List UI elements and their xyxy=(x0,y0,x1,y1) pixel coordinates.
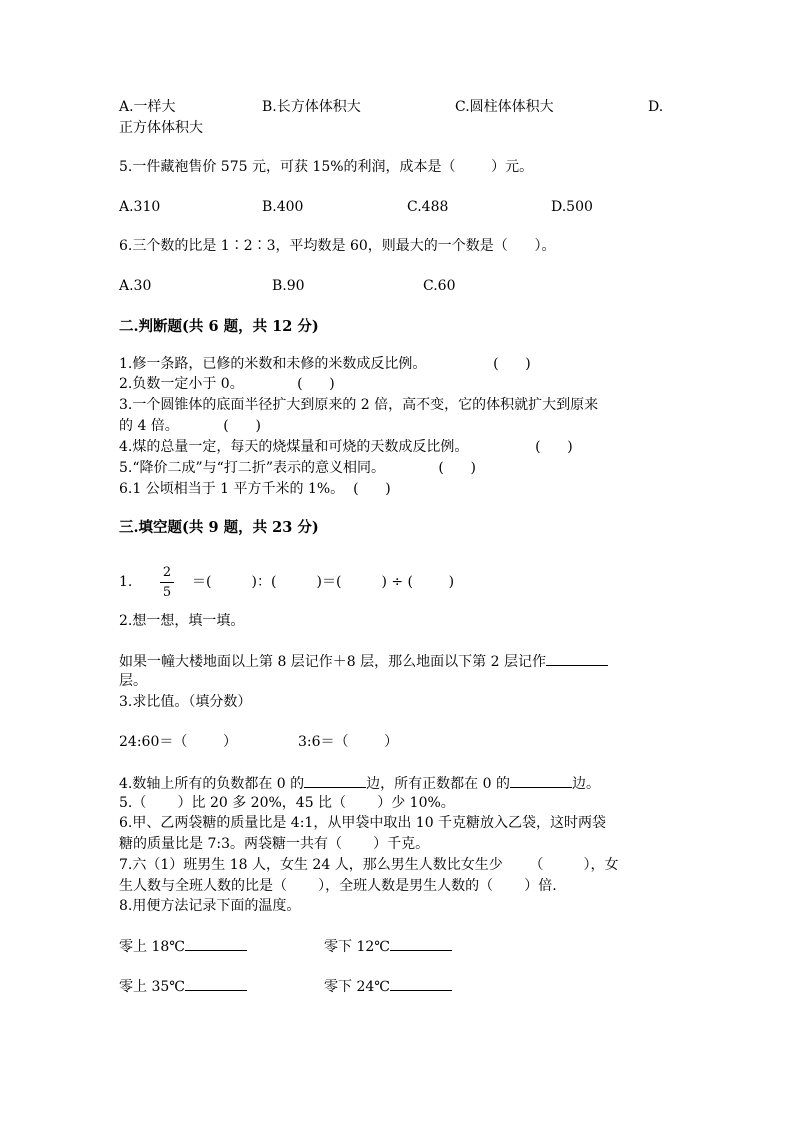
fill-q2-line2: 层。 xyxy=(119,673,147,689)
fill-q3-b: 3:6＝（ ） xyxy=(298,734,399,750)
fill-q3-a: 24:60＝（ ） xyxy=(119,734,237,750)
q6-option-c: C.60 xyxy=(423,278,456,294)
judge-item-2: 2.负数一定小于 0。 ( ) xyxy=(119,376,335,392)
temp-item-2 xyxy=(324,935,452,958)
judge-item-4: 4.煤的总量一定，每天的烧煤量和可烧的天数成反比例。 ( ) xyxy=(119,439,573,455)
fill-q4-text-c: 边。 xyxy=(571,776,600,792)
fill-q4-blank-2[interactable] xyxy=(510,772,572,788)
q5-stem: 5.一件藏袍售价 575 元，可获 15%的利润，成本是（ ）元。 xyxy=(119,159,534,175)
temp-blank-3[interactable] xyxy=(185,975,247,991)
temp-item-3 xyxy=(119,975,247,998)
fill-q1-number: 1. xyxy=(119,574,133,590)
q5-option-a: A.310 xyxy=(119,199,161,215)
fill-q4-text-a: 4.数轴上所有的负数都在 0 的 xyxy=(119,776,305,792)
fraction-denominator: 5 xyxy=(162,585,172,600)
fill-q6-line1: 6.甲、乙两袋糖的质量比是 4:1，从甲袋中取出 10 千克糖放入乙袋，这时两袋 xyxy=(119,815,607,831)
fill-q2-title: 2.想一想，填一填。 xyxy=(119,613,245,629)
fraction-numerator: 2 xyxy=(162,565,172,580)
temp-label-1: 零上 18℃ xyxy=(119,939,185,955)
judge-item-1: 1.修一条路，已修的米数和未修的米数成反比例。 ( ) xyxy=(119,356,531,372)
fill-q7-line2: 生人数与全班人数的比是（ ），全班人数是男生人数的（ ）倍. xyxy=(119,878,557,894)
fraction-bar xyxy=(160,582,174,583)
judge-item-6: 6.1 公顷相当于 1 平方千米的 1%。 ( ) xyxy=(119,481,391,497)
temp-label-3: 零上 35℃ xyxy=(119,979,185,995)
fill-q4 xyxy=(119,772,600,795)
fill-q7-line1: 7.六（1）班男生 18 人，女生 24 人，那么男生人数比女生少 （ ），女 xyxy=(119,857,619,873)
section-3-title: 三.填空题(共 9 题，共 23 分) xyxy=(119,519,319,536)
fill-q4-blank-1[interactable] xyxy=(304,772,366,788)
q4-option-b: B.长方体体积大 xyxy=(262,99,361,115)
section-2-title: 二.判断题(共 6 题，共 12 分) xyxy=(119,318,319,335)
judge-item-3-line1: 3.一个圆锥体的底面半径扩大到原来的 2 倍，高不变，它的体积就扩大到原来 xyxy=(119,397,599,413)
temp-item-1 xyxy=(119,935,247,958)
temp-item-4 xyxy=(324,975,452,998)
fill-q2-blank[interactable] xyxy=(546,650,608,666)
temp-blank-1[interactable] xyxy=(185,935,247,951)
q4-option-d-text: 正方体体积大 xyxy=(119,120,203,136)
fill-q6-line2: 糖的质量比是 7:3。两袋糖一共有（ ）千克。 xyxy=(119,836,430,852)
temp-blank-2[interactable] xyxy=(390,935,452,951)
fill-q5: 5.（ ）比 20 多 20%，45 比（ ）少 10%。 xyxy=(119,795,455,811)
q5-option-c: C.488 xyxy=(407,199,449,215)
temp-blank-4[interactable] xyxy=(390,975,452,991)
q6-option-b: B.90 xyxy=(272,278,305,294)
fill-q3-title: 3.求比值。（填分数） xyxy=(119,694,252,710)
q4-option-a: A.一样大 xyxy=(119,99,176,115)
q4-option-d-prefix: D. xyxy=(648,99,664,115)
fill-q2-line1 xyxy=(119,650,608,673)
temp-label-2: 零下 12℃ xyxy=(324,939,390,955)
q5-option-b: B.400 xyxy=(262,199,304,215)
judge-item-3-line2: 的 4 倍。 ( ) xyxy=(119,418,261,434)
fill-q2-text: 如果一幢大楼地面以上第 8 层记作＋8 层，那么地面以下第 2 层记作 xyxy=(119,654,546,670)
fill-q4-text-b: 边，所有正数都在 0 的 xyxy=(366,776,510,792)
fraction-two-fifths xyxy=(160,566,174,600)
temp-label-4: 零下 24℃ xyxy=(324,979,390,995)
judge-item-5: 5.“降价二成”与“打二折”表示的意义相同。 ( ) xyxy=(119,460,477,476)
fill-q8-title: 8.用便方法记录下面的温度。 xyxy=(119,898,301,914)
q5-option-d: D.500 xyxy=(551,199,593,215)
fill-q1-expression: ＝( )：( )＝( ) ÷ ( ) xyxy=(192,574,455,590)
q6-stem: 6.三个数的比是 1∶2∶3，平均数是 60，则最大的一个数是（ ）。 xyxy=(119,238,556,254)
q4-option-c: C.圆柱体体积大 xyxy=(455,99,554,115)
q6-option-a: A.30 xyxy=(119,278,152,294)
